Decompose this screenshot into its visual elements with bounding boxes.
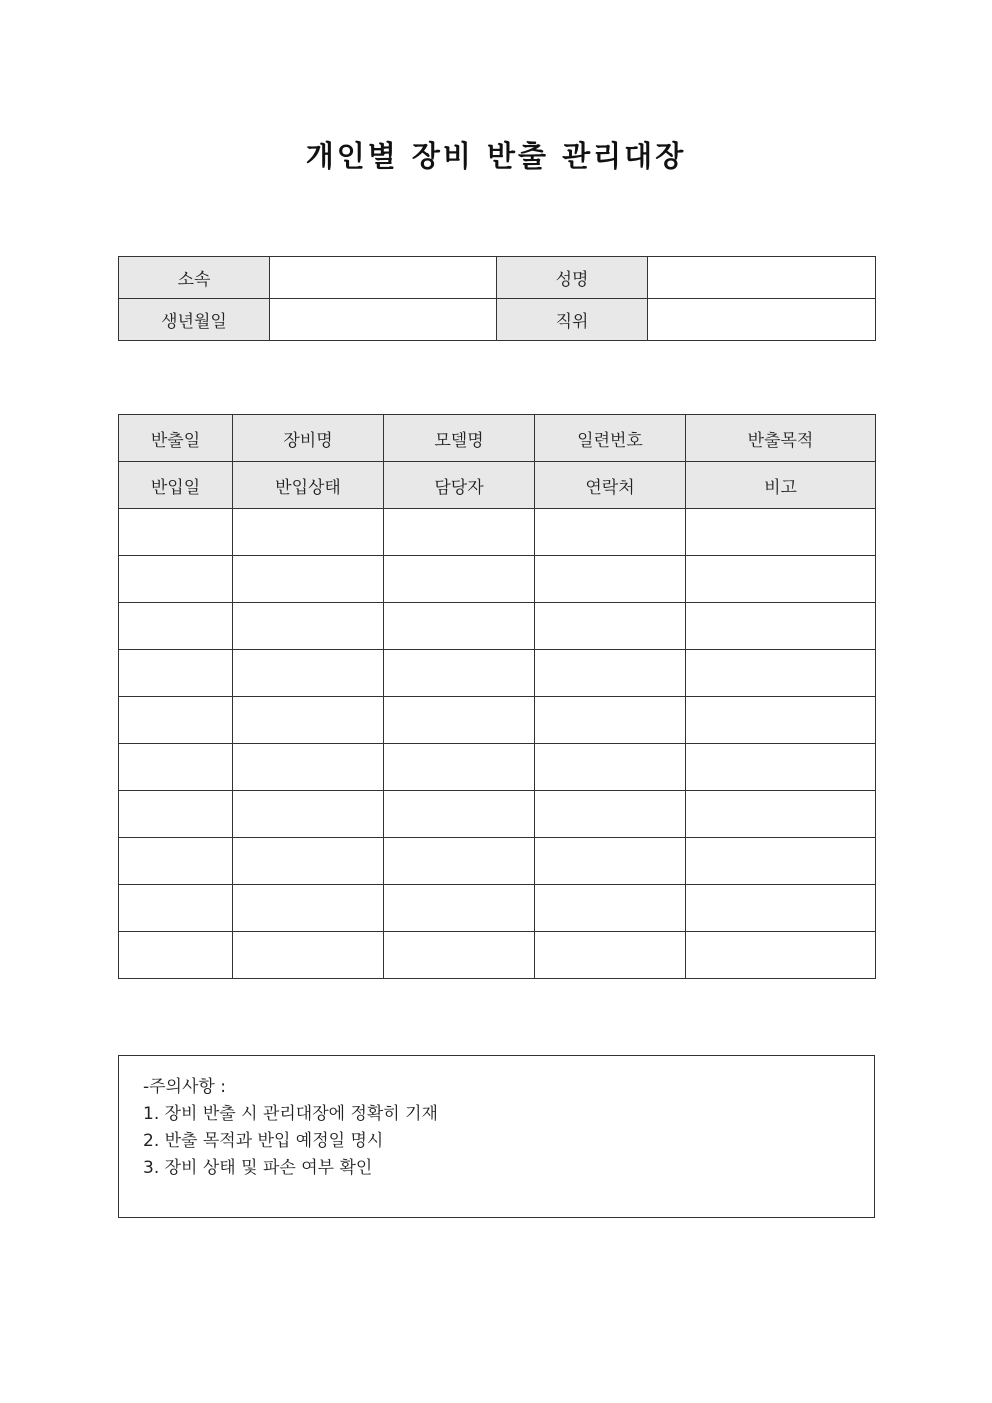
table-cell[interactable] bbox=[119, 885, 233, 932]
table-cell[interactable] bbox=[233, 650, 384, 697]
table-cell[interactable] bbox=[119, 791, 233, 838]
table-row bbox=[119, 603, 876, 650]
notes-item: 3. 장비 상태 및 파손 여부 확인 bbox=[143, 1158, 373, 1178]
birth-date-field[interactable] bbox=[270, 299, 497, 341]
affiliation-label: 소속 bbox=[119, 257, 270, 299]
table-cell[interactable] bbox=[384, 697, 535, 744]
table-cell[interactable] bbox=[384, 744, 535, 791]
table-cell[interactable] bbox=[686, 744, 876, 791]
table-cell[interactable] bbox=[686, 791, 876, 838]
table-cell[interactable] bbox=[535, 791, 686, 838]
table-cell[interactable] bbox=[233, 838, 384, 885]
table-row bbox=[119, 744, 876, 791]
table-cell[interactable] bbox=[119, 603, 233, 650]
header-remarks: 비고 bbox=[686, 462, 876, 509]
table-cell[interactable] bbox=[384, 838, 535, 885]
table-cell[interactable] bbox=[686, 838, 876, 885]
table-cell[interactable] bbox=[233, 697, 384, 744]
birth-date-label: 생년월일 bbox=[119, 299, 270, 341]
name-label: 성명 bbox=[497, 257, 648, 299]
header-serial-number: 일련번호 bbox=[535, 415, 686, 462]
table-cell[interactable] bbox=[384, 791, 535, 838]
table-cell[interactable] bbox=[233, 509, 384, 556]
table-cell[interactable] bbox=[384, 932, 535, 979]
table-cell[interactable] bbox=[233, 556, 384, 603]
table-cell[interactable] bbox=[119, 556, 233, 603]
table-cell[interactable] bbox=[233, 932, 384, 979]
table-cell[interactable] bbox=[535, 650, 686, 697]
notes-heading: -주의사항 : bbox=[143, 1077, 226, 1097]
table-row bbox=[119, 650, 876, 697]
page-title: 개인별 장비 반출 관리대장 bbox=[305, 139, 687, 173]
equipment-log-table bbox=[118, 414, 876, 979]
log-header-row-1 bbox=[119, 415, 876, 462]
header-return-date: 반입일 bbox=[119, 462, 233, 509]
table-row bbox=[119, 885, 876, 932]
table-cell[interactable] bbox=[535, 932, 686, 979]
table-cell[interactable] bbox=[384, 650, 535, 697]
table-cell[interactable] bbox=[119, 838, 233, 885]
header-contact: 연락처 bbox=[535, 462, 686, 509]
log-header-row-2 bbox=[119, 462, 876, 509]
personal-info-table bbox=[118, 256, 876, 341]
table-row bbox=[119, 509, 876, 556]
header-return-condition: 반입상태 bbox=[233, 462, 384, 509]
table-cell[interactable] bbox=[233, 885, 384, 932]
header-model-name: 모델명 bbox=[384, 415, 535, 462]
table-cell[interactable] bbox=[233, 603, 384, 650]
position-field[interactable] bbox=[648, 299, 876, 341]
table-cell[interactable] bbox=[119, 697, 233, 744]
notes-box bbox=[118, 1055, 875, 1218]
table-cell[interactable] bbox=[119, 932, 233, 979]
table-cell[interactable] bbox=[535, 838, 686, 885]
table-cell[interactable] bbox=[233, 791, 384, 838]
table-cell[interactable] bbox=[119, 744, 233, 791]
notes-item: 1. 장비 반출 시 관리대장에 정확히 기재 bbox=[143, 1104, 438, 1124]
table-cell[interactable] bbox=[384, 885, 535, 932]
table-row bbox=[119, 932, 876, 979]
table-cell[interactable] bbox=[535, 697, 686, 744]
table-row bbox=[119, 697, 876, 744]
affiliation-field[interactable] bbox=[270, 257, 497, 299]
table-cell[interactable] bbox=[384, 509, 535, 556]
table-row bbox=[119, 838, 876, 885]
name-field[interactable] bbox=[648, 257, 876, 299]
table-row bbox=[119, 791, 876, 838]
table-cell[interactable] bbox=[535, 603, 686, 650]
table-cell[interactable] bbox=[384, 603, 535, 650]
header-person-in-charge: 담당자 bbox=[384, 462, 535, 509]
table-cell[interactable] bbox=[119, 650, 233, 697]
table-cell[interactable] bbox=[535, 885, 686, 932]
table-cell[interactable] bbox=[686, 509, 876, 556]
table-cell[interactable] bbox=[686, 697, 876, 744]
table-cell[interactable] bbox=[384, 556, 535, 603]
table-row bbox=[119, 556, 876, 603]
table-cell[interactable] bbox=[686, 932, 876, 979]
table-cell[interactable] bbox=[686, 556, 876, 603]
table-cell[interactable] bbox=[119, 509, 233, 556]
header-export-date: 반출일 bbox=[119, 415, 233, 462]
table-cell[interactable] bbox=[686, 885, 876, 932]
header-equipment-name: 장비명 bbox=[233, 415, 384, 462]
table-cell[interactable] bbox=[535, 744, 686, 791]
position-label: 직위 bbox=[497, 299, 648, 341]
table-cell[interactable] bbox=[686, 650, 876, 697]
table-cell[interactable] bbox=[535, 556, 686, 603]
table-cell[interactable] bbox=[686, 603, 876, 650]
header-export-purpose: 반출목적 bbox=[686, 415, 876, 462]
notes-item: 2. 반출 목적과 반입 예정일 명시 bbox=[143, 1131, 384, 1151]
table-cell[interactable] bbox=[233, 744, 384, 791]
table-cell[interactable] bbox=[535, 509, 686, 556]
